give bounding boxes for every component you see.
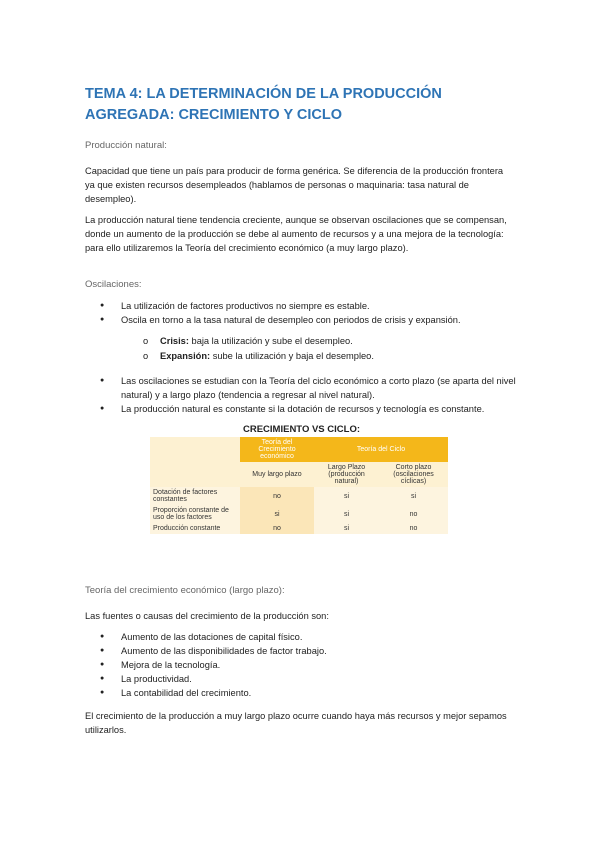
paragraph-growth-intro: Las fuentes o causas del crecimiento de la producción son: xyxy=(85,611,329,621)
row-label: Proporción constante de uso de los factores xyxy=(150,505,240,523)
list-item: ● Oscila en torno a la tasa natural de desempleo con periodos de crisis y expansión. xyxy=(100,313,520,327)
paragraph-growth-conclusion: El crecimiento de la producción a muy largo plazo ocurre cuando haya más recursos y mejor sepamos utilizarlos. xyxy=(85,711,507,735)
sub-list-item-crisis xyxy=(143,334,503,349)
list-item: ● Aumento de las disponibilidades de factor trabajo. xyxy=(100,644,520,658)
sub-bullet-marker: o xyxy=(143,336,149,346)
cell-value: si xyxy=(379,487,448,505)
term-crisis: Crisis: xyxy=(160,336,189,346)
header-growth-theory: Teoría del Crecimiento económico xyxy=(240,437,314,462)
cell-value: si xyxy=(314,487,379,505)
table-title: CRECIMIENTO VS CICLO: xyxy=(243,424,360,435)
table-header-row xyxy=(150,437,448,462)
term-expansion: Expansión: xyxy=(160,351,211,361)
growth-sources-list xyxy=(100,630,520,700)
cell-value: si xyxy=(314,523,379,534)
list-item: ● Mejora de la tecnología. xyxy=(100,658,520,672)
cell-value: no xyxy=(379,523,448,534)
subheader-long-term: Largo Plazo (producción natural) xyxy=(314,462,379,487)
table-corner-cell xyxy=(150,437,240,462)
table-row xyxy=(150,523,448,534)
row-label: Producción constante xyxy=(150,523,240,534)
paragraph-natural-definition: Capacidad que tiene un país para producir de forma genérica. Se diferencia de la producción frontera ya que existen recursos desempleados (hablamos de personas o maquinaria: tasa natural de desempleo). xyxy=(85,166,504,204)
list-item: ● La utilización de factores productivos no siempre es estable. xyxy=(100,299,520,313)
paragraph-natural-trend: La producción natural tiene tendencia creciente, aunque se observan oscilaciones que se compensan, donde un aumento de la producción se debe al aumento de recursos y a una mejora de la tecnología: para ello utilizaremos la Teoría del crecimiento económico (a muy largo plazo). xyxy=(85,215,507,253)
sub-bullet-marker: o xyxy=(143,351,149,361)
term-expansion-text: sube la utilización y baja el desempleo. xyxy=(210,351,374,361)
table-corner-cell xyxy=(150,462,240,487)
cell-value: no xyxy=(240,523,314,534)
oscilaciones-list-2 xyxy=(100,374,520,416)
oscilaciones-list xyxy=(100,299,520,327)
cell-value: no xyxy=(379,505,448,523)
cell-value: si xyxy=(240,505,314,523)
table-row xyxy=(150,487,448,505)
section-heading-crecimiento: Teoría del crecimiento económico (largo plazo): xyxy=(85,585,285,596)
cell-value: no xyxy=(240,487,314,505)
list-item: ● Aumento de las dotaciones de capital físico. xyxy=(100,630,520,644)
list-item: ● La contabilidad del crecimiento. xyxy=(100,686,520,700)
subheader-short-term: Corto plazo (oscilaciones cíclicas) xyxy=(379,462,448,487)
section-heading-oscilaciones: Oscilaciones: xyxy=(85,279,142,290)
crecimiento-vs-ciclo-table xyxy=(150,437,448,534)
header-cycle-theory: Teoría del Ciclo xyxy=(314,437,448,462)
section-heading-produccion-natural: Producción natural: xyxy=(85,140,167,151)
list-item: ● La producción natural es constante si la dotación de recursos y tecnología es constante. xyxy=(100,402,520,416)
list-item: ● Las oscilaciones se estudian con la Teoría del ciclo económico a corto plazo (se aparta del nivel natural) y a largo plazo (tendencia a regresar al nivel natural). xyxy=(100,374,520,402)
table-row xyxy=(150,505,448,523)
subheader-very-long-term: Muy largo plazo xyxy=(240,462,314,487)
term-crisis-text: baja la utilización y sube el desempleo. xyxy=(188,336,353,346)
list-item: ● La productividad. xyxy=(100,672,520,686)
page-title: TEMA 4: LA DETERMINACIÓN DE LA PRODUCCIÓN AGREGADA: CRECIMIENTO Y CICLO xyxy=(85,86,442,123)
row-label: Dotación de factores constantes xyxy=(150,487,240,505)
sub-list-item-expansion xyxy=(143,349,503,364)
oscilaciones-sublist xyxy=(143,334,503,364)
table-subheader-row xyxy=(150,462,448,487)
cell-value: si xyxy=(314,505,379,523)
